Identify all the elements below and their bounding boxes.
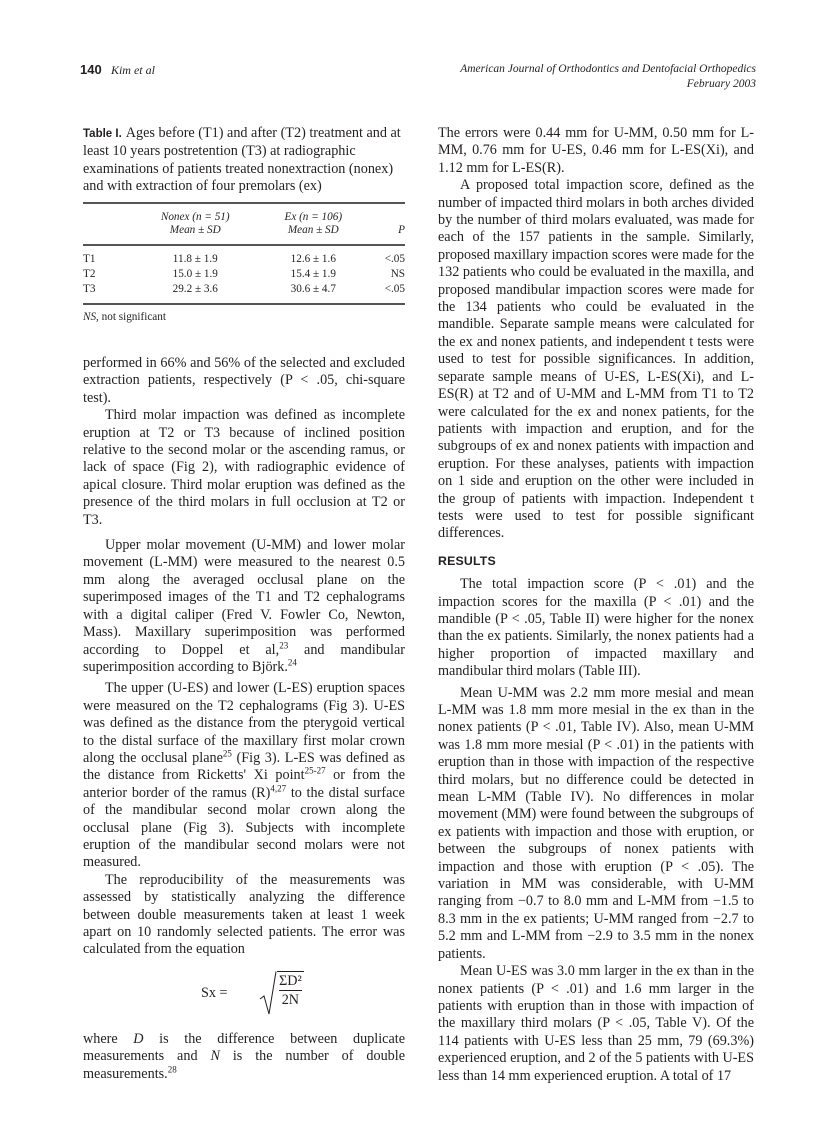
- table-row: [83, 282, 405, 303]
- table-bottom-rule: [83, 303, 405, 305]
- paragraph: performed in 66% and 56% of the selected and excluded extraction patients, respectively (P < .05, chi-square test).: [83, 355, 405, 406]
- footnote-abbrev: NS,: [83, 310, 99, 323]
- table-row: [83, 245, 405, 267]
- cell-p: <.05: [384, 282, 405, 295]
- table-row: [83, 267, 405, 282]
- square-root-icon: [259, 971, 277, 1015]
- paragraph: Mean U-ES was 3.0 mm larger in the ex than in the nonex patients (P < .01) and 1.6 mm larger in the patients with eruption than in those with impaction of the maxillary third molars (P < .05, Table V). Of the 114 patients with U-ES less than 25 mm, 79 (69.3%) experienced eruption, and 2 of the 5 patients with U-ES less than 14 mm experienced eruption. A total of 17: [438, 963, 754, 1084]
- citation: 25: [222, 748, 232, 759]
- table-label: Table I.: [83, 128, 122, 140]
- journal-title: American Journal of Orthodontics and Dentofacial Orthopedics: [460, 63, 756, 75]
- table-1: [83, 125, 405, 323]
- table-header-empty: [83, 204, 131, 245]
- running-head-right: [460, 62, 756, 92]
- row-label: T2: [83, 267, 96, 280]
- page-number: 140: [80, 62, 102, 77]
- table-header-ex: Ex (n = 106) Mean ± SD: [284, 210, 343, 236]
- paragraph: A proposed total impaction score, defined as the number of impacted third molars in both arches divided by the number of third molars evaluated, was made for each of the 157 patients in the sample. Similarly, proposed maxillary impaction scores were made for the 132 patients who could be evaluated in the maxilla, and proposed mandibular impaction scores were made for the 134 patients who could be evaluated in the mandible. Separate sample means were calculated for the ex and nonex patients, and independent t tests were used to test for possible significances. In addition, separate sample means of U-ES, L-ES(Xi), and L-ES(R) at T2 and of U-MM and L-MM from T1 to T2 were calculated for the ex and nonex patients, for the patients with impaction and eruption, and for the subgroups of ex and nonex patients with impaction and eruption. For these analyses, patients with impaction on 1 side and eruption on the other were included in the group of patients with impaction. Independent t tests were used to test for possible significant differences.: [438, 177, 754, 542]
- cell-ex: 30.6 ± 4.7: [290, 282, 336, 295]
- paragraph: Mean U-MM was 2.2 mm more mesial and mean L-MM was 1.8 mm more mesial in the ex than in the nonex patients (P < .01, Table IV). Also, mean U-MM was 1.8 mm more mesial (P < .01) in the patients with eruption than in those with impaction of the respective third molars, but no difference could be detected in mean L-MM (Table IV). No differences in molar movement (MM) were found between the subgroups of ex patients with impaction and those with eruption, or between the subgroups of nonex patients with impaction and those with eruption (P < .05). The variation in MM was considerable, with U-MM ranging from −0.7 to 8.0 mm and L-MM from −1.5 to 8.3 mm in the ex patients; U-MM ranged from −2.7 to 5.2 mm and L-MM from −2.9 to 3.5 mm in the nonex patients.: [438, 684, 754, 962]
- paragraph: The total impaction score (P < .01) and the impaction scores for the maxilla (P < .01) and the mandible (P < .05, Table II) were higher for the nonex than the ex patients. Similarly, the nonex patients had a higher proportion of impacted maxillary and mandibular third molars (Table III).: [438, 576, 754, 680]
- table-caption-text: Ages before (T1) and after (T2) treatment and at least 10 years postretention (T3) at radiographic examinations of patients treated nonextraction (nonex) and with extraction of four premolars (ex): [83, 125, 401, 195]
- table-footnote: [83, 311, 405, 323]
- row-label: T3: [83, 282, 96, 295]
- cell-nonex: 11.8 ± 1.9: [172, 252, 218, 265]
- paragraph: The upper (U-ES) and lower (L-ES) eruption spaces were measured on the T2 cephalograms (Fig 3). U-ES was defined as the distance from the pterygoid vertical to the distal surface of the maxillary first molar crown along the occlusal plane$^{25}$ (Fig 3). L-ES was defined as the distance from Ricketts' Xi point$^{25-27}$ or from the anterior border of the ramus $(R)^{4,27}$ to the distal surface of the mandibular second molar crown along the occlusal plane (Fig 3). Subjects with incomplete eruption of the mandibular second molars were not measured.: [83, 680, 406, 871]
- citation: 23: [279, 639, 289, 650]
- right-column: [438, 125, 754, 1085]
- equation-denominator: 2N: [281, 991, 300, 1008]
- paragraph: where D is the difference between duplicate measurements and N is the number of double measurements.$^{28}$: [83, 1030, 405, 1082]
- cell-ex: 12.6 ± 1.6: [290, 252, 336, 265]
- running-head: [80, 62, 756, 96]
- table-header-row: [83, 204, 405, 245]
- cell-nonex: 15.0 ± 1.9: [172, 267, 218, 280]
- table-caption: [83, 125, 405, 196]
- running-head-left: [80, 62, 155, 78]
- running-head-authors: Kim et al: [110, 63, 155, 77]
- issue-date: February 2003: [686, 78, 756, 90]
- citation: 28: [167, 1063, 177, 1074]
- error-equation: [83, 965, 405, 1025]
- paragraph: Upper molar movement (U-MM) and lower molar movement (L-MM) were measured to the nearest 0.5 mm along the averaged occlusal plane on the superimposed images of the T1 and T2 cephalograms with a digital caliper (Fred V. Fowler Co, Newton, Mass). Maxillary superimposition was performed according to Doppel et al,$^{23}$ and mandibular superimposition according to Björk.$^{24}$: [83, 537, 405, 675]
- citation: 24: [287, 657, 297, 668]
- citation: 25-27: [304, 765, 326, 776]
- row-label: T1: [83, 252, 96, 265]
- paragraph: The errors were 0.44 mm for U-MM, 0.50 mm for L-MM, 0.76 mm for U-ES, 0.46 mm for L-ES(Xi), and 1.12 mm for L-ES(R).: [438, 125, 754, 176]
- ages-table: [83, 204, 405, 303]
- section-heading-results: RESULTS: [438, 553, 496, 568]
- citation: 4,27: [270, 783, 287, 794]
- equation-lhs: Sx =: [201, 984, 228, 1001]
- table-header-nonex: Nonex (n = 51) Mean ± SD: [160, 210, 230, 236]
- cell-ex: 15.4 ± 1.9: [290, 267, 336, 280]
- cell-p: <.05: [384, 252, 405, 265]
- cell-nonex: 29.2 ± 3.6: [172, 282, 218, 295]
- footnote-text: not significant: [98, 310, 166, 323]
- equation-numerator: ΣD²: [279, 972, 302, 989]
- table-header-p: P: [398, 223, 405, 236]
- cell-p: NS: [390, 267, 405, 280]
- equation-fraction: [277, 971, 304, 1009]
- paragraph: Third molar impaction was defined as incomplete eruption at T2 or T3 because of inclined position relative to the second molar or the ascending ramus, or lack of space (Fig 2), with radiographic evidence of apical closure. Third molar eruption was defined as the presence of the third molars in full occlusion at T2 or T3.: [83, 407, 405, 528]
- left-column: [83, 355, 405, 1083]
- paragraph: The reproducibility of the measurements was assessed by statistically analyzing the difference between double measurements taken at least 1 week apart on 10 randomly selected patients. The error was calculated from the equation: [83, 871, 405, 958]
